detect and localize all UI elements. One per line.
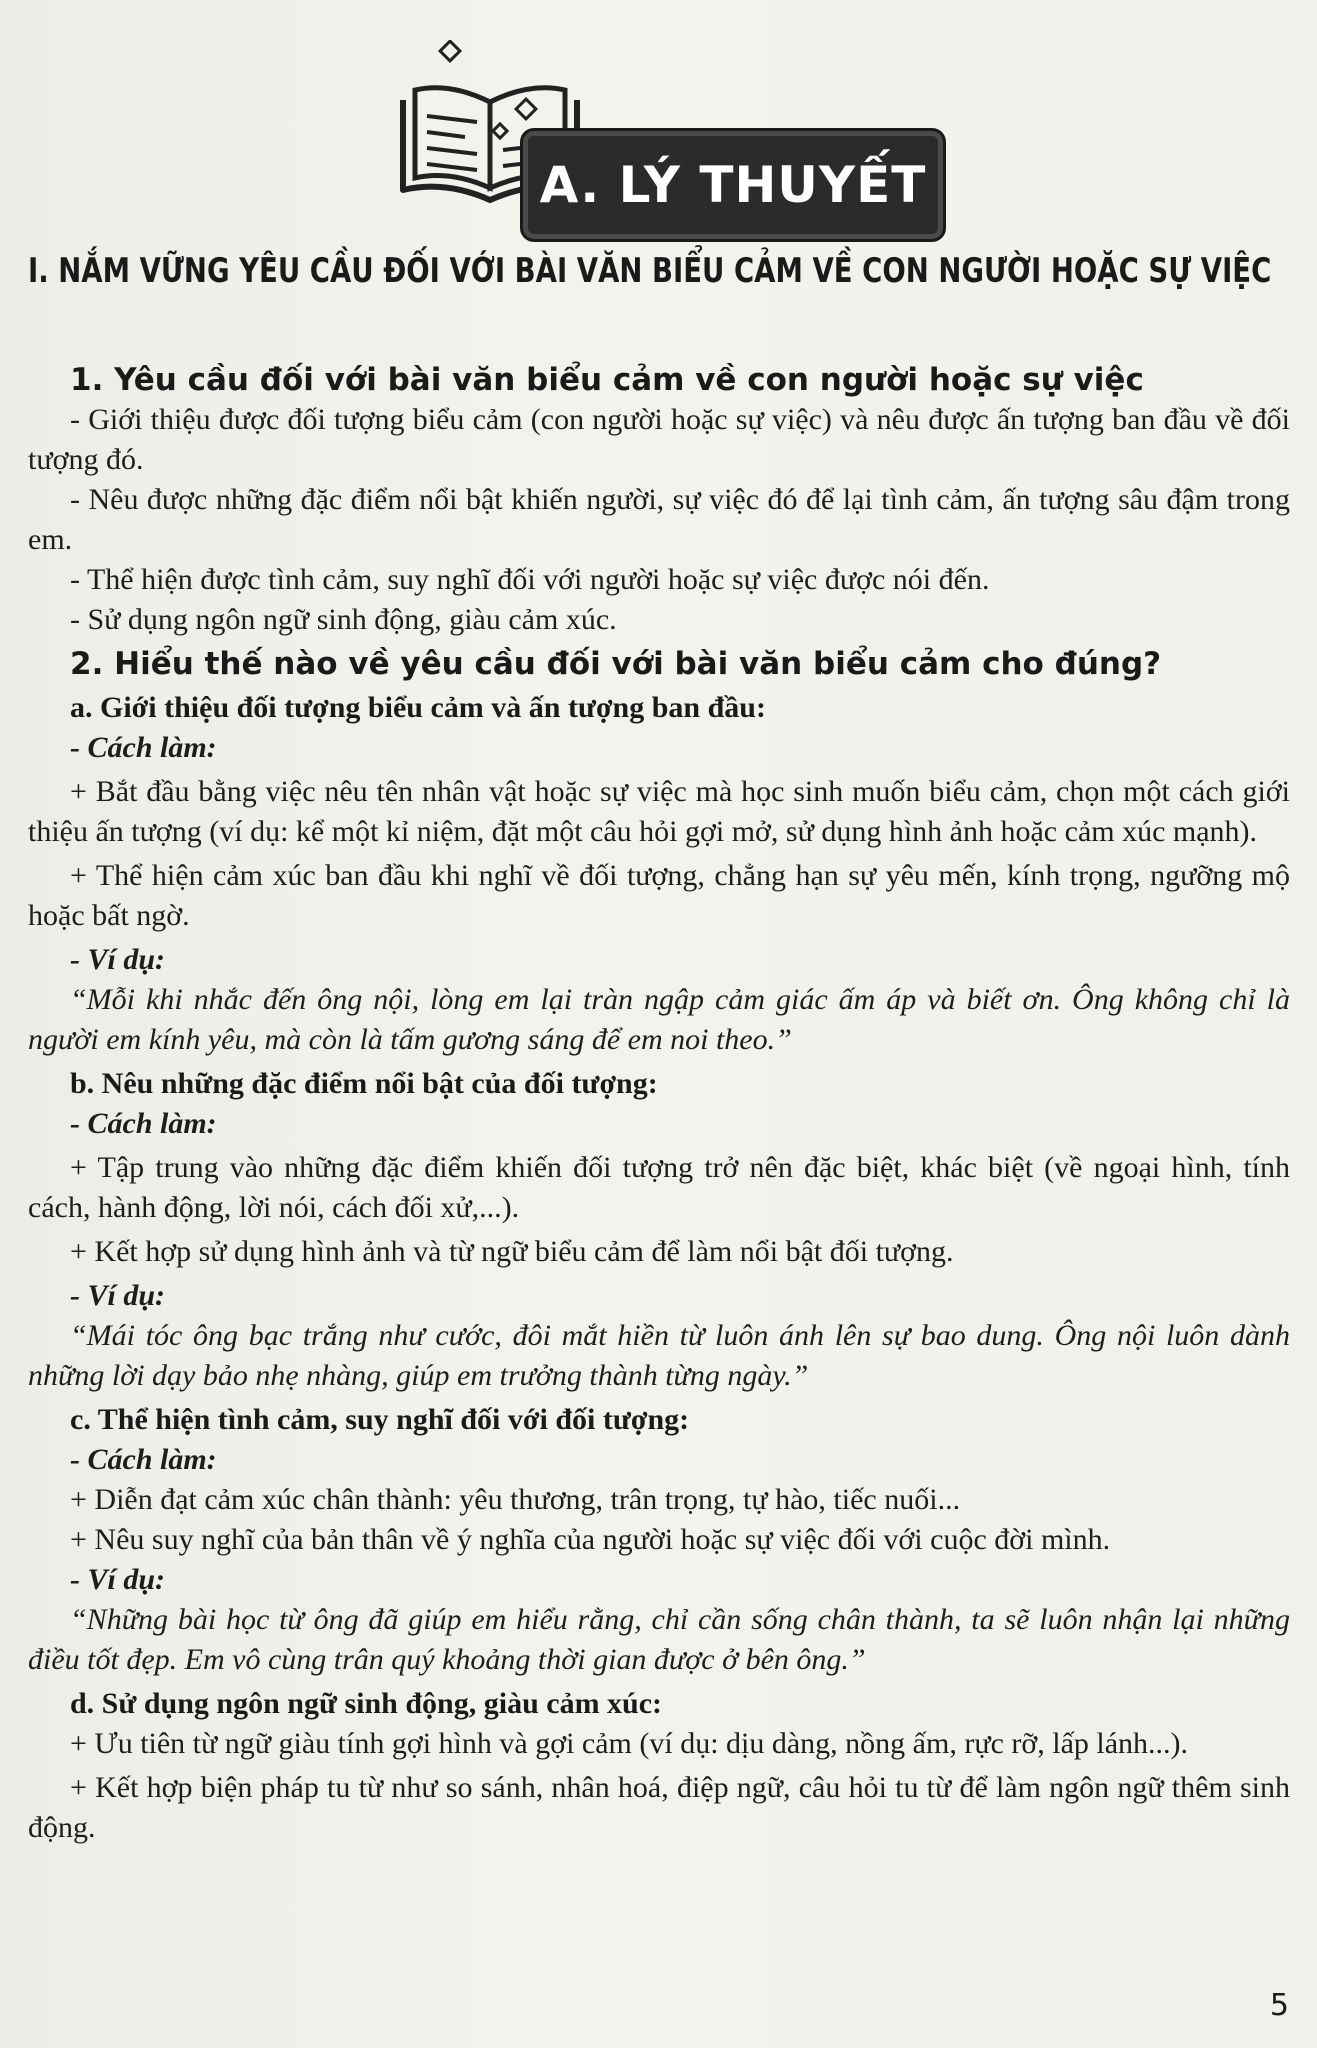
- part1-item: - Nêu được những đặc điểm nổi bật khiến người, sự việc đó để lại tình cảm, ấn tượng sâu đậm trong em.: [28, 483, 1290, 556]
- banner-title: A. LÝ THUYẾT: [539, 156, 927, 214]
- section-banner: [395, 40, 955, 214]
- part2-b-heading: b. Nêu những đặc điểm nổi bật của đối tượng:: [70, 1067, 658, 1100]
- part2-a-method: + Thể hiện cảm xúc ban đầu khi nghĩ về đối tượng, chẳng hạn sự yêu mến, kính trọng, ngưỡng mộ hoặc bất ngờ.: [28, 859, 1290, 932]
- part2-a-method: + Bắt đầu bằng việc nêu tên nhân vật hoặc sự việc mà học sinh muốn biểu cảm, chọn một cách giới thiệu ấn tượng (ví dụ: kể một kỉ niệm, đặt một câu hỏi gợi mở, sử dụng hình ảnh hoặc cảm xúc mạnh).: [28, 775, 1290, 848]
- part1-heading: 1. Yêu cầu đối với bài văn biểu cảm về con người hoặc sự việc: [70, 362, 1144, 398]
- part2-d-method: + Kết hợp biện pháp tu từ như so sánh, nhân hoá, điệp ngữ, câu hỏi tu từ để làm ngôn ngữ thêm sinh động.: [28, 1771, 1290, 1844]
- part1-item: - Sử dụng ngôn ngữ sinh động, giàu cảm xúc.: [70, 603, 617, 636]
- part2-a-example-label: - Ví dụ:: [70, 943, 166, 976]
- part2-c-method: + Diễn đạt cảm xúc chân thành: yêu thương, trân trọng, tự hào, tiếc nuối...: [70, 1483, 961, 1516]
- page-number: 5: [1269, 1988, 1289, 2023]
- part1-item: - Thể hiện được tình cảm, suy nghĩ đối với người hoặc sự việc được nói đến.: [70, 563, 990, 596]
- part2-c-example: “Những bài học từ ông đã giúp em hiểu rằng, chỉ cần sống chân thành, ta sẽ luôn nhận lại những điều tốt đẹp. Em vô cùng trân quý khoảng thời gian được ở bên ông.”: [28, 1603, 1290, 1676]
- part2-d-heading: d. Sử dụng ngôn ngữ sinh động, giàu cảm xúc:: [70, 1687, 663, 1720]
- part2-c-example-label: - Ví dụ:: [70, 1563, 166, 1596]
- part2-b-example-label: - Ví dụ:: [70, 1279, 166, 1312]
- part2-b-method: + Kết hợp sử dụng hình ảnh và từ ngữ biểu cảm để làm nổi bật đối tượng.: [70, 1235, 954, 1268]
- part2-c-method-label: - Cách làm:: [70, 1443, 217, 1476]
- part1-item: - Giới thiệu được đối tượng biểu cảm (con người hoặc sự việc) và nêu được ấn tượng ban đầu về đối tượng đó.: [28, 403, 1290, 476]
- part2-d-method: + Ưu tiên từ ngữ giàu tính gợi hình và gợi cảm (ví dụ: dịu dàng, nồng ấm, rực rỡ, lấp lánh...).: [70, 1727, 1189, 1760]
- part2-a-method-label: - Cách làm:: [70, 731, 217, 764]
- part2-b-method-label: - Cách làm:: [70, 1107, 217, 1140]
- part2-c-heading: c. Thể hiện tình cảm, suy nghĩ đối với đối tượng:: [70, 1403, 690, 1436]
- main-content: [28, 360, 1290, 1848]
- part2-a-heading: a. Giới thiệu đối tượng biểu cảm và ấn tượng ban đầu:: [70, 691, 766, 724]
- part2-heading: 2. Hiểu thế nào về yêu cầu đối với bài văn biểu cảm cho đúng?: [70, 646, 1162, 682]
- part2-c-method: + Nêu suy nghĩ của bản thân về ý nghĩa của người hoặc sự việc đối với cuộc đời mình.: [70, 1523, 1111, 1556]
- section-heading: I. NẮM VỮNG YÊU CẦU ĐỐI VỚI BÀI VĂN BIỂU CẢM VỀ CON NGƯỜI HOẶC SỰ VIỆC: [28, 251, 1272, 291]
- part2-a-example: “Mỗi khi nhắc đến ông nội, lòng em lại tràn ngập cảm giác ấm áp và biết ơn. Ông không chỉ là người em kính yêu, mà còn là tấm gương sáng để em noi theo.”: [28, 983, 1290, 1056]
- part2-b-example: “Mái tóc ông bạc trắng như cước, đôi mắt hiền từ luôn ánh lên sự bao dung. Ông nội luôn dành những lời dạy bảo nhẹ nhàng, giúp em trưởng thành từng ngày.”: [28, 1319, 1290, 1392]
- part2-b-method: + Tập trung vào những đặc điểm khiến đối tượng trở nên đặc biệt, khác biệt (về ngoại hình, tính cách, hành động, lời nói, cách đối xử,...).: [28, 1151, 1290, 1224]
- banner-title-box: [520, 128, 946, 242]
